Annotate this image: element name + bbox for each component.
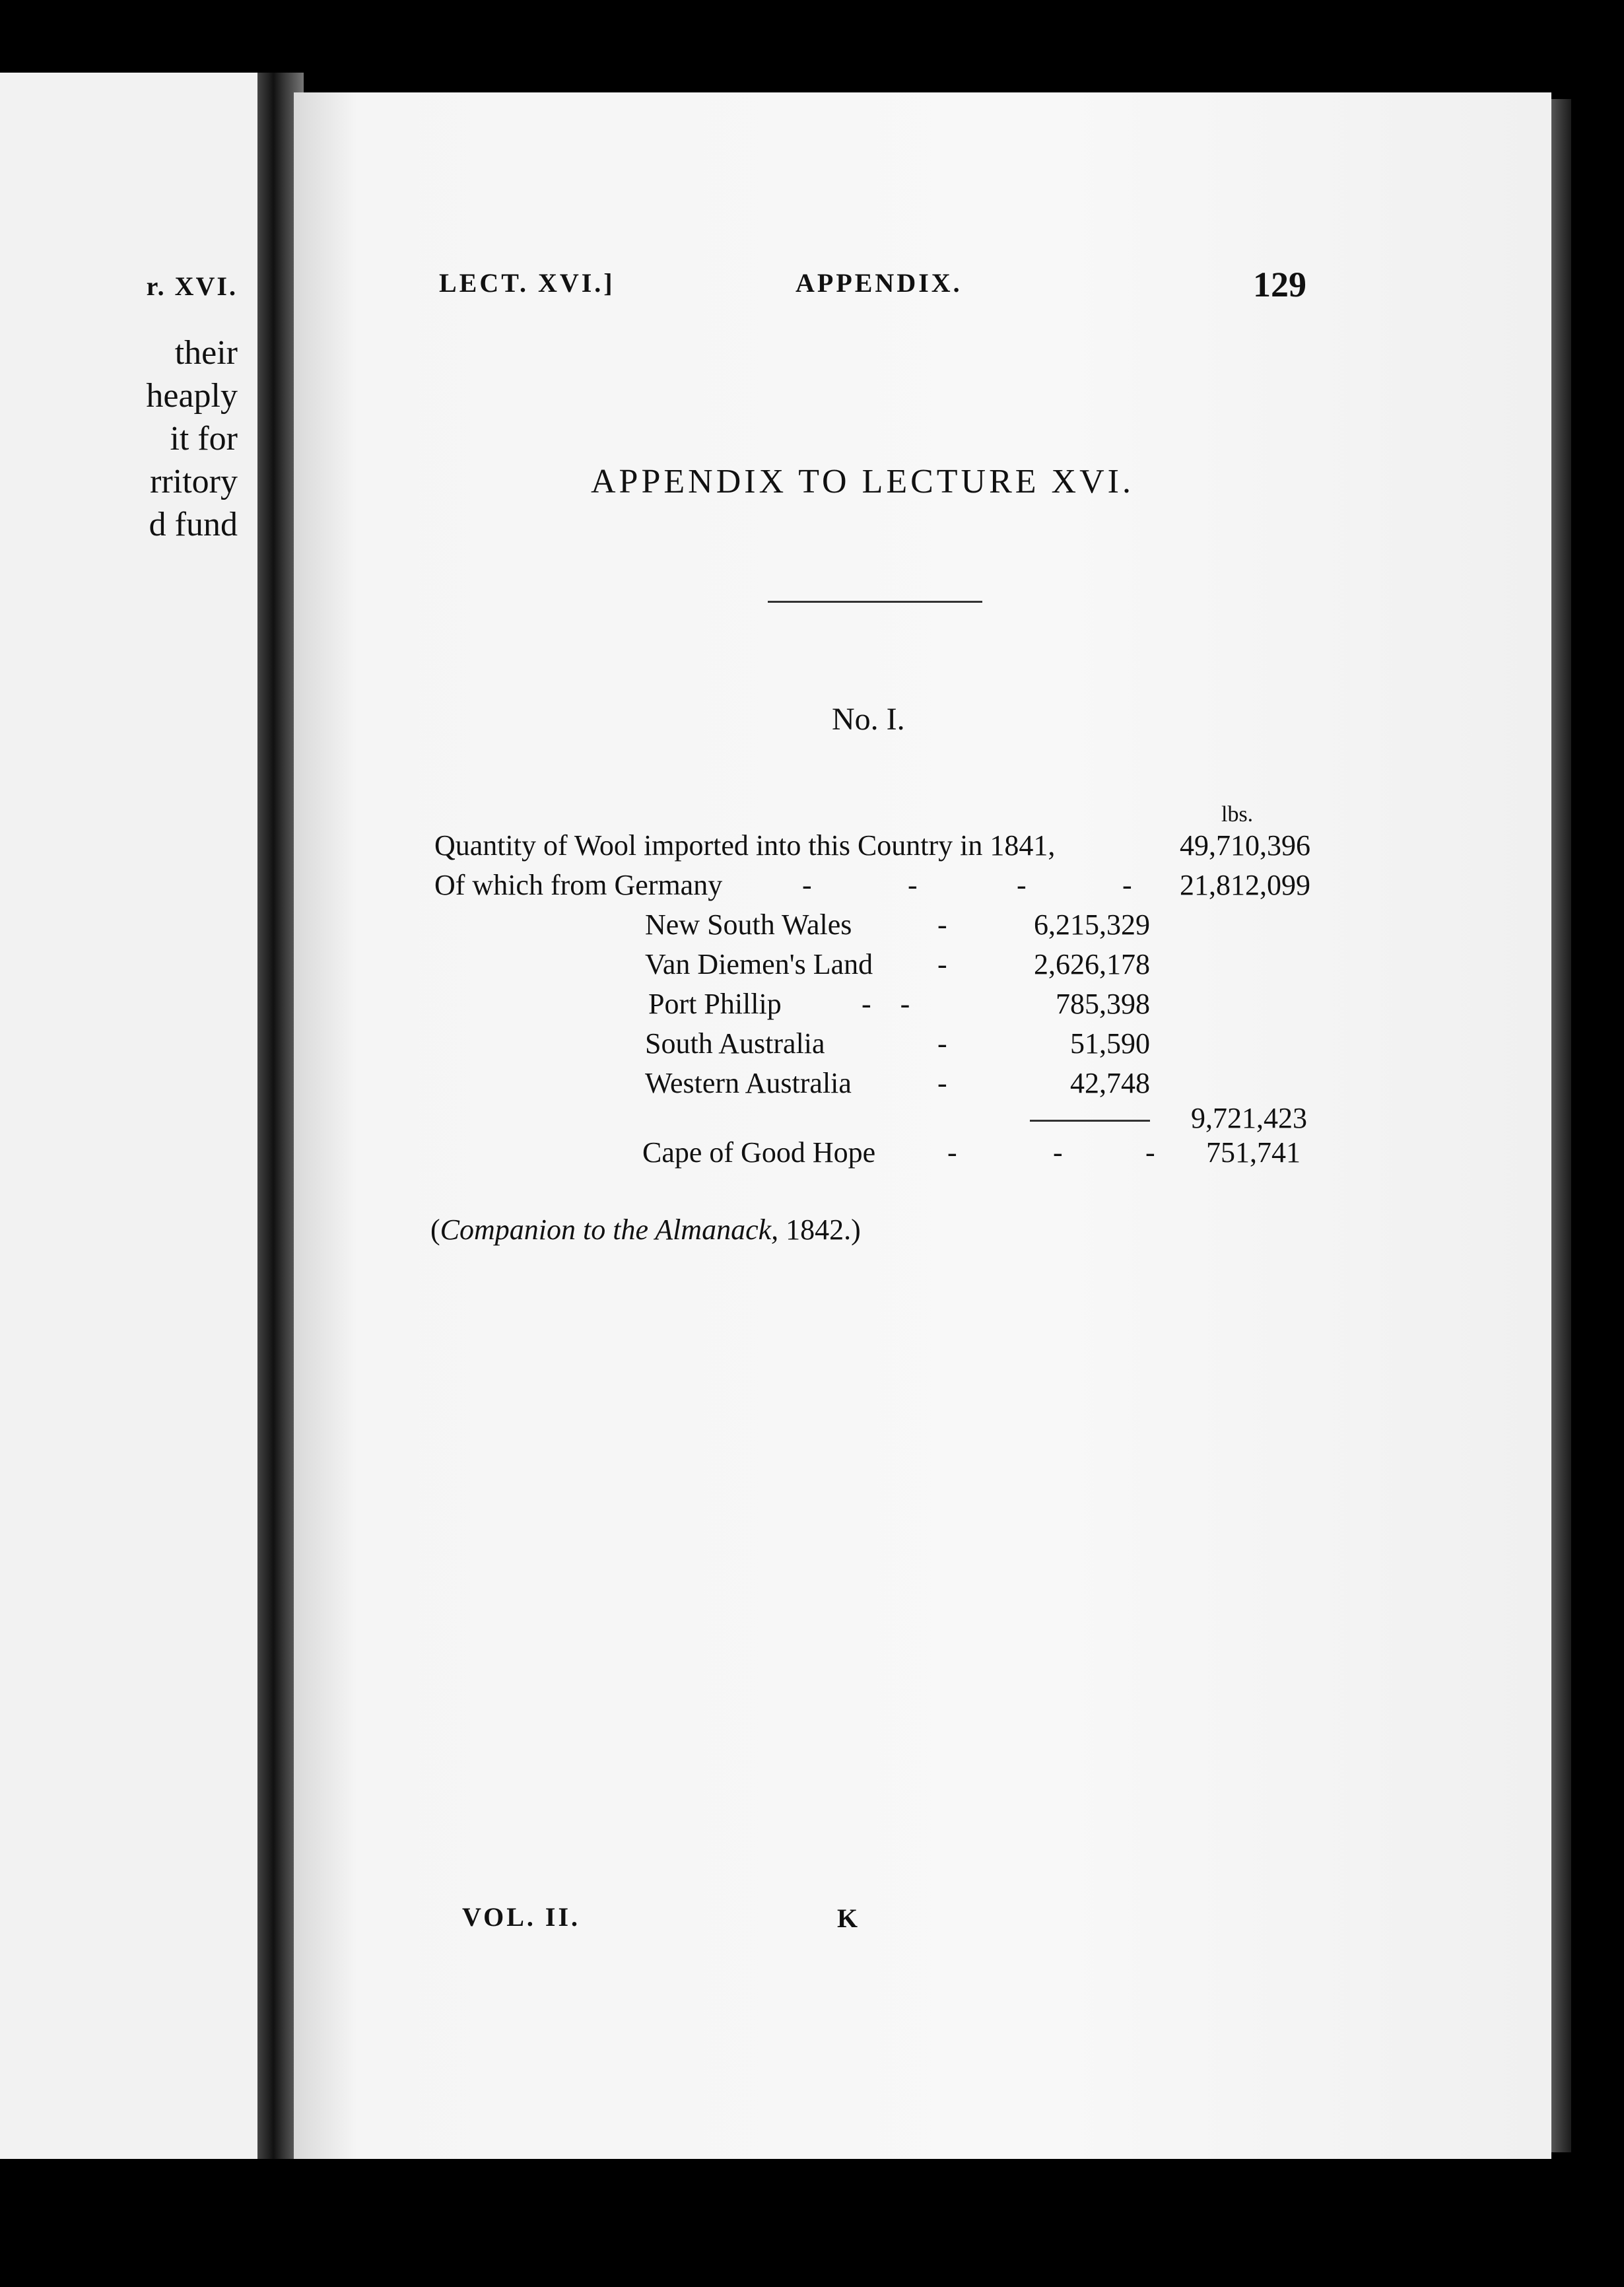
leader-dash: - xyxy=(937,1027,947,1060)
leader-dash: - xyxy=(1122,869,1132,901)
citation xyxy=(430,1213,861,1246)
colony-name: Port Phillip xyxy=(648,988,782,1020)
left-page-line: rritory xyxy=(150,463,238,500)
colony-name: Western Australia xyxy=(645,1067,852,1099)
colony-name: Van Diemen's Land xyxy=(645,948,873,980)
leader-dash: - xyxy=(937,1067,947,1099)
germany-row-label: Of which from Germany xyxy=(434,869,723,901)
unit-label: lbs. xyxy=(1221,802,1254,827)
leader-dash: - xyxy=(937,948,947,980)
sum-rule xyxy=(1030,1120,1150,1122)
leader-dash: - xyxy=(1053,1136,1063,1169)
colony-name: South Australia xyxy=(645,1027,825,1060)
signature-mark: K xyxy=(837,1903,861,1933)
leader-dash: - xyxy=(1017,869,1027,901)
cape-row-label: Cape of Good Hope xyxy=(642,1136,876,1169)
total-row-value: 49,710,396 xyxy=(1180,829,1310,862)
section-number: No. I. xyxy=(832,702,905,737)
colony-value: 42,748 xyxy=(1070,1067,1150,1099)
total-row-label: Quantity of Wool imported into this Country in 1841, xyxy=(434,829,1056,862)
title-rule xyxy=(768,601,982,603)
leader-dash: - xyxy=(947,1136,957,1169)
leader-dash: - xyxy=(802,869,812,901)
left-page-header: r. XVI. xyxy=(146,271,238,301)
leader-dash: - xyxy=(937,908,947,941)
page-title: APPENDIX TO LECTURE XVI. xyxy=(591,463,1134,500)
colony-value: 2,626,178 xyxy=(1034,948,1150,980)
citation-open: ( xyxy=(430,1213,440,1246)
volume-footer: VOL. II. xyxy=(462,1902,581,1932)
page-number: 129 xyxy=(1253,265,1306,304)
colony-value: 51,590 xyxy=(1070,1027,1150,1060)
left-page-line: it for xyxy=(170,420,238,458)
citation-year: 1842.) xyxy=(778,1213,861,1246)
colonies-total-value: 9,721,423 xyxy=(1191,1102,1307,1134)
right-page xyxy=(294,92,1551,2159)
colony-value: 6,215,329 xyxy=(1034,908,1150,941)
leader-dash: - - xyxy=(862,988,910,1020)
leader-dash: - xyxy=(1145,1136,1155,1169)
left-facing-page xyxy=(0,73,271,2159)
left-page-line: heaply xyxy=(146,377,238,415)
page-edge xyxy=(1551,99,1571,2152)
running-head-center: APPENDIX. xyxy=(795,268,963,298)
cape-row-value: 751,741 xyxy=(1206,1136,1301,1169)
germany-row-value: 21,812,099 xyxy=(1180,869,1310,901)
citation-title: Companion to the Almanack, xyxy=(440,1213,779,1246)
running-head-left: LECT. XVI.] xyxy=(439,268,615,298)
leader-dash: - xyxy=(908,869,918,901)
colony-value: 785,398 xyxy=(1056,988,1150,1020)
colony-name: New South Wales xyxy=(645,908,852,941)
left-page-line: d fund xyxy=(149,506,238,543)
left-page-line: their xyxy=(174,334,238,372)
